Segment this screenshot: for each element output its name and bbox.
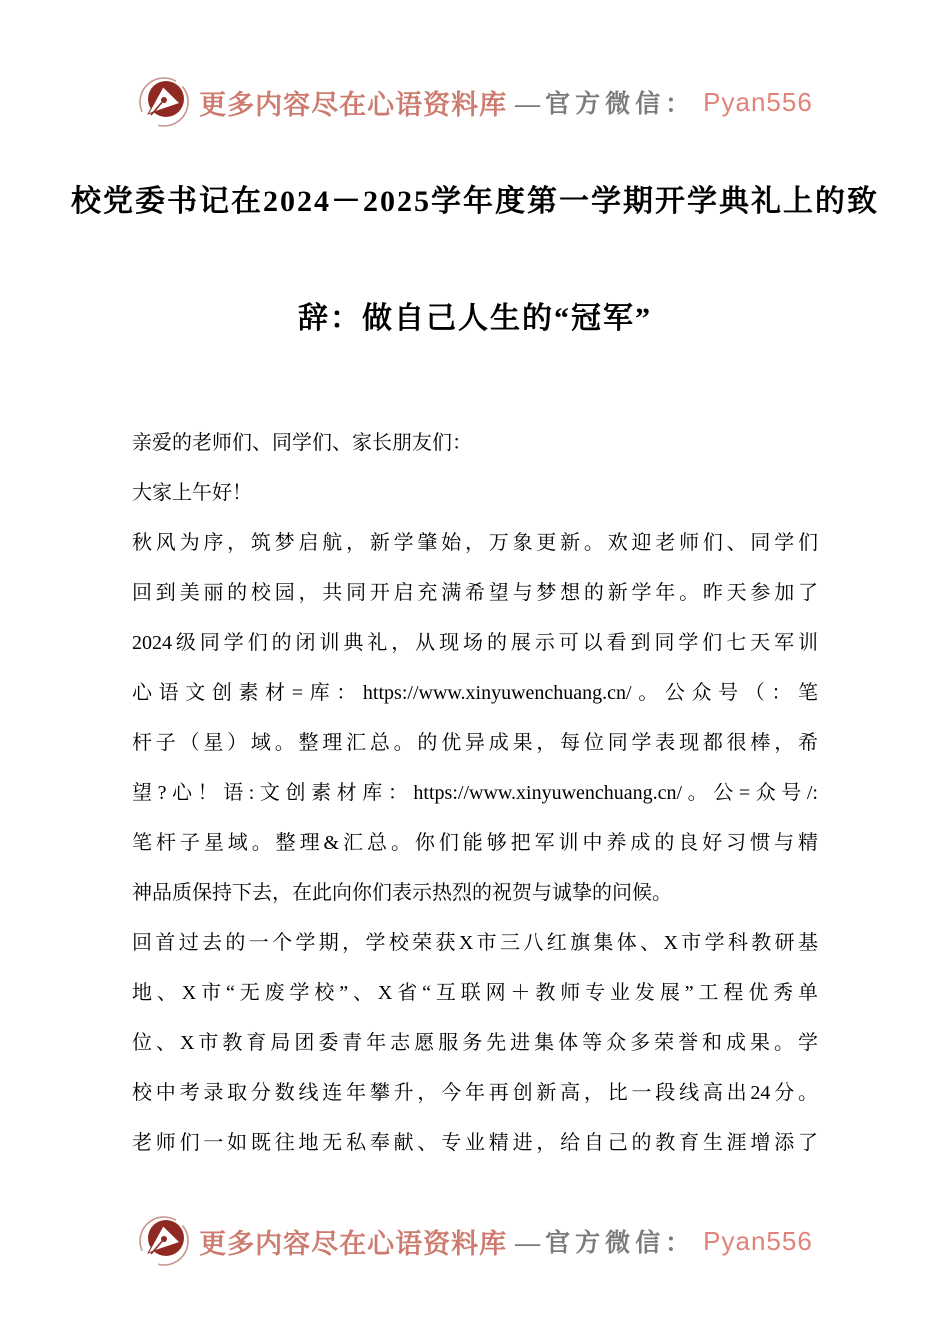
document-title (0, 143, 950, 377)
document-title-line2: 辞：做自己人生的“冠军” (298, 302, 652, 335)
footer-watermark (0, 1214, 950, 1268)
body-line: 杆子（星）域。整理汇总。的优异成果，每位同学表现都很棒，希 (132, 732, 818, 754)
body-line: 神品质保持下去，在此向你们表示热烈的祝贺与诚挚的问候。 (132, 882, 672, 904)
wechat-label: —官方微信： (515, 1230, 696, 1257)
pen-nib-circle-icon (137, 1214, 191, 1268)
body-line: 回到美丽的校园，共同开启充满希望与梦想的新学年。昨天参加了 (132, 582, 818, 604)
brand-text: 更多内容尽在心语资料库 (199, 1228, 508, 1259)
body-line: 亲爱的老师们、同学们、家长朋友们： (132, 432, 472, 454)
body-line: 老师们一如既往地无私奉献、专业精进，给自己的教育生涯增添了 (132, 1132, 818, 1154)
body-line: 心语文创素材=库：https://www.xinyuwenchuang.cn/。公众号（：笔 (132, 682, 818, 704)
body-line: 秋风为序，筑梦启航，新学肇始，万象更新。欢迎老师们、同学们 (132, 532, 818, 554)
body-line: 望?心！语:文创素材库：https://www.xinyuwenchuang.cn/。公=众号/: (132, 782, 818, 804)
body-line: 校中考录取分数线连年攀升，今年再创新高，比一段线高出24分。 (132, 1082, 818, 1104)
body-line: 位、X市教育局团委青年志愿服务先进集体等众多荣誉和成果。学 (132, 1032, 818, 1054)
wechat-id: Pyan556 (703, 1225, 813, 1256)
wechat-label: —官方微信： (515, 91, 696, 118)
body-line: 大家上午好！ (132, 482, 252, 504)
body-line: 回首过去的一个学期，学校荣获X市三八红旗集体、X市学科教研基 (132, 932, 818, 954)
body-line: 笔杆子星域。整理&汇总。你们能够把军训中养成的良好习惯与精 (132, 832, 818, 854)
document-body (132, 418, 818, 1168)
document-title-line1: 校党委书记在2024－2025学年度第一学期开学典礼上的致 (71, 185, 879, 218)
brand-text: 更多内容尽在心语资料库 (199, 89, 508, 120)
wechat-id: Pyan556 (703, 86, 813, 117)
body-line: 地、X市“无废学校”、X省“互联网＋教师专业发展”工程优秀单 (132, 982, 818, 1004)
body-line: 2024级同学们的闭训典礼，从现场的展示可以看到同学们七天军训 (132, 632, 818, 654)
header-watermark (0, 0, 950, 129)
pen-nib-circle-icon (137, 75, 191, 129)
